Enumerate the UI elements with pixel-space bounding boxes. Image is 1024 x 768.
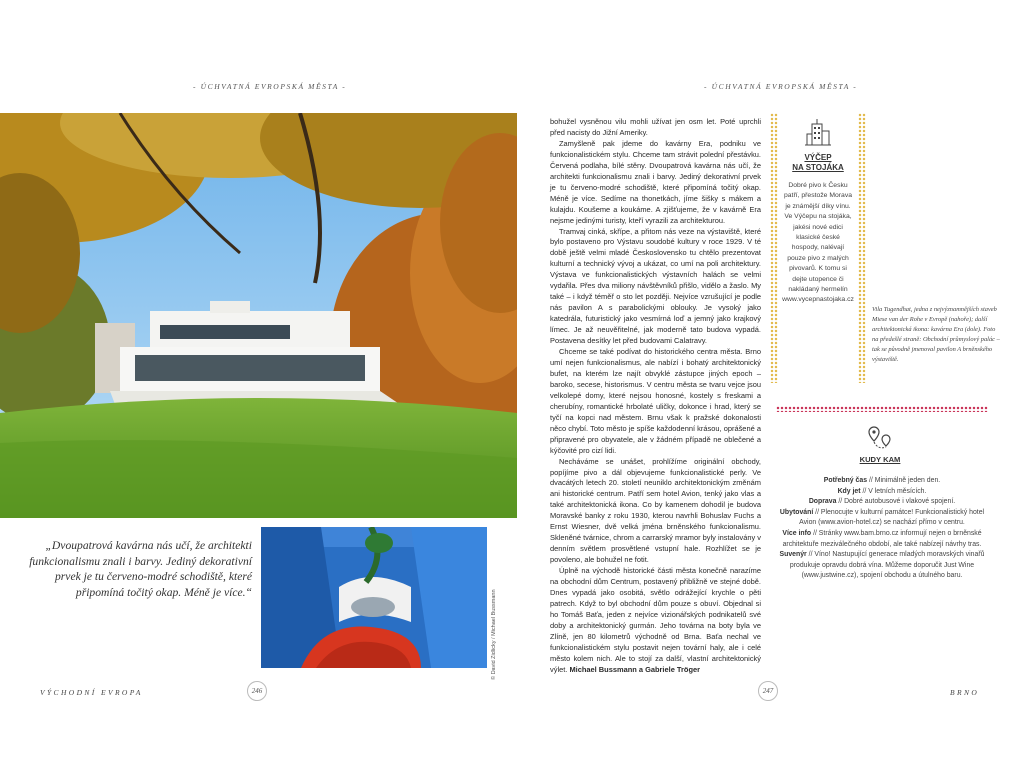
kudy-kam-item: Doprava // Dobré autobusové i vlakové spojení. xyxy=(808,498,956,506)
photo-caption: Vila Tugendhat, jedna z nejvýznamnějších staveb Miese van der Rohe v Evropě (nahoře); další architektonická ikona: kavárna Era (dole). Foto na předešlé straně: Obchodní průmyslový palác – tak se původně jmenoval pavilon A brněnského výstaviště. xyxy=(872,306,1000,364)
footer-section-left: VÝCHODNÍ EVROPA xyxy=(40,688,143,697)
cafe-era-staircase-photo xyxy=(261,527,487,668)
paragraph: Tramvaj cinká, skřípe, a přitom nás veze na výstaviště, které bylo postaveno pro Výstavu soudobé kultury v roce 1929. V té době ještě velmi mladé Československo tu chtělo prezentovat kulturní a technický vývoj a ukázat, co umí na poli architektury. Výstava ve funkcionalistických výstavních halách se velmi vydařila. Přes dva miliony návštěvníků přišlo, vidělo a žaslo. My také – i když téměř o sto let později. Nejvíce vzrušující je podle nás pavilon A s parabolickými oblouky. Je vysoký jako katedrála, futuristický jako vesmírná loď a jemný jako krajkový límec. Je až neuvěřitelné, jak moderně tato budova vypadá. Postavena desítky let před budovami Calatravy. xyxy=(550,226,761,346)
kudy-kam-list xyxy=(778,476,986,582)
kudy-kam-item: Kdy jet // V letních měsících. xyxy=(837,487,927,495)
paragraph: Necháváme se unášet, prohlížíme originální obchody, popíjíme pivo a dál objevujeme funkcionalistické perly. Ve dvacátých letech 20. století neuniklo architektonickým změnám ani historické centrum. Patří sem hotel Avion, tenký jako vlas a také architektonická ikona. Co by kamenem dohodil je budova Moravské banky z roku 1930, kterou navrhli Bohuslav Fuchs a Ernst Wiesner, dvě velká jména brněnského funkcionalismu. Skleněné tvárnice, chrom a carrarský mramor byly instalovány v denním světlem prosvětlené vstupní hale. Rozhlížet se je povoleno, ale bohužel ne fotit. xyxy=(550,456,761,565)
kudy-kam-item: Více info // Stránky www.bam.brno.cz informují nejen o brněnské architektuře meziválečného období, ale také nabízejí návrhy tras. xyxy=(782,529,982,548)
dotted-divider xyxy=(776,406,988,412)
paragraph: bohužel vysněnou vilu mohli užívat jen osm let. Poté uprchli před nacisty do Jižní Ameriky. xyxy=(550,117,761,137)
dotted-border xyxy=(858,113,866,383)
kudy-kam-item: Suvenýr // Víno! Nastupující generace mladých moravských vinařů produkuje opravdu dobrá vína. Můžeme doporučit Just Wine (www.justwine.cz), spojení obchodu a útulného baru. xyxy=(779,551,985,580)
running-head-right: - ÚCHVATNÁ EVROPSKÁ MĚSTA - xyxy=(704,82,858,91)
article-body xyxy=(550,117,761,676)
kudy-kam-item: Potřebný čas // Minimálně jeden den. xyxy=(823,477,941,484)
author-signature: Michael Bussmann a Gabriele Tröger xyxy=(569,664,701,674)
running-head-left: - ÚCHVATNÁ EVROPSKÁ MĚSTA - xyxy=(193,82,347,91)
page-number-left: 246 xyxy=(247,681,267,701)
kudy-kam-title: KUDY KAM xyxy=(859,455,901,464)
villa-tugendhat-photo xyxy=(0,113,517,518)
dotted-border xyxy=(770,113,778,383)
tip-box-vycep xyxy=(770,113,866,383)
footer-section-right: BRNO xyxy=(950,688,980,697)
city-building-icon xyxy=(805,118,831,146)
paragraph: Chceme se také podívat do historického centra města. Brno umí nejen funkcionalismus, ale nabízí i bohatý architektonický bufet, na kterém lze najít obvyklé zástupce jiných epoch – baroko, secese, historismus. V centru města se tvaru vejce jsou velkolepé domy, které nejsou honosné, kostely s freskami a cherubíny, romantické hrbolaté uličky, dokonce i hrad, který se tyčí na kopci nad městem. Brnu však k pražské dokonalosti něco chybí. Toto město je spíše každodenní krásou, oprášené a připravené pro obyvatele, ale v žádném případě ne oblečené a kýčovité pro cizí lidi. xyxy=(550,347,761,455)
pull-quote: „Dvoupatrová kavárna nás učí, že architekti funkcionalismu znali i barvy. Jediný dekorativní prvek je tu červeno-modré schodiště, které připomíná točitý okap. Méně je více.“ xyxy=(29,539,252,599)
tip-box-title-line1: VÝČEP xyxy=(804,153,832,162)
paragraph: Zamyšleně pak jdeme do kavárny Era, podniku ve funkcionalistickém stylu. Chceme tam strávit polední přestávku. Červená podlaha, bílé stěny. Dvoupatrová kavárna nás učí, že architekti funkcionalismu znali i barvy. Jediný dekorativní prvek je tu červeno-modré schodiště, které připomíná točitý okap. Méně je více. Sedíme na thonetkách, jíme šišky s mákem a kulajdu. Koušeme a koukáme. A zjišťujeme, že v kavárně Era nejsme jedinými turisty, kteří vyrazili za architekturou. xyxy=(550,138,761,225)
paragraph: Úplně na východě historické části města konečně narazíme na obchodní dům Centrum, postavený přibližně ve stejné době. Dnes vypadá jako osobitá, světlo odrážející krychle o pěti patrech. Když to byl obchodní dům pouze s obuví. Objednal si ho Tomáš Baťa, jeden z nejvíce vizionářských podnikatelů své doby a architektonický gurmán. Jeho továrna na boty byla ve Zlíně, jen 80 kilometrů východně od Brna. Baťa nechal ve funkcionalistickém stylu postavit nejen tovární haly, ale i celé město kolem nich. Ale to stojí za další, vlastní architektonický výlet. Michael Bussmann a Gabriele Tröger xyxy=(550,566,761,674)
map-route-pin-icon xyxy=(866,424,894,452)
tip-box-text: Dobré pivo k Česku patří, přestože Morava je známější díky vínu. Ve Výčepu na stojáka, jakési nové edici klasické české hospody, nalévají pouze pivo z malých pivovarů. K tomu si dejte utopence či nakládaný hermelín www.vycepnastojaka.cz xyxy=(782,182,854,304)
tip-box-title-line2: NA STOJÁKA xyxy=(792,163,844,172)
kudy-kam-item: Ubytování // Plenocujte v kulturní památce! Funkcionalistický hotel Avion (www.avion-hotel.cz) se nachází přímo v centru. xyxy=(779,508,985,527)
photo-credit: © David Zidlicky / Michael Bussmann xyxy=(491,589,497,680)
page-number-right: 247 xyxy=(758,681,778,701)
